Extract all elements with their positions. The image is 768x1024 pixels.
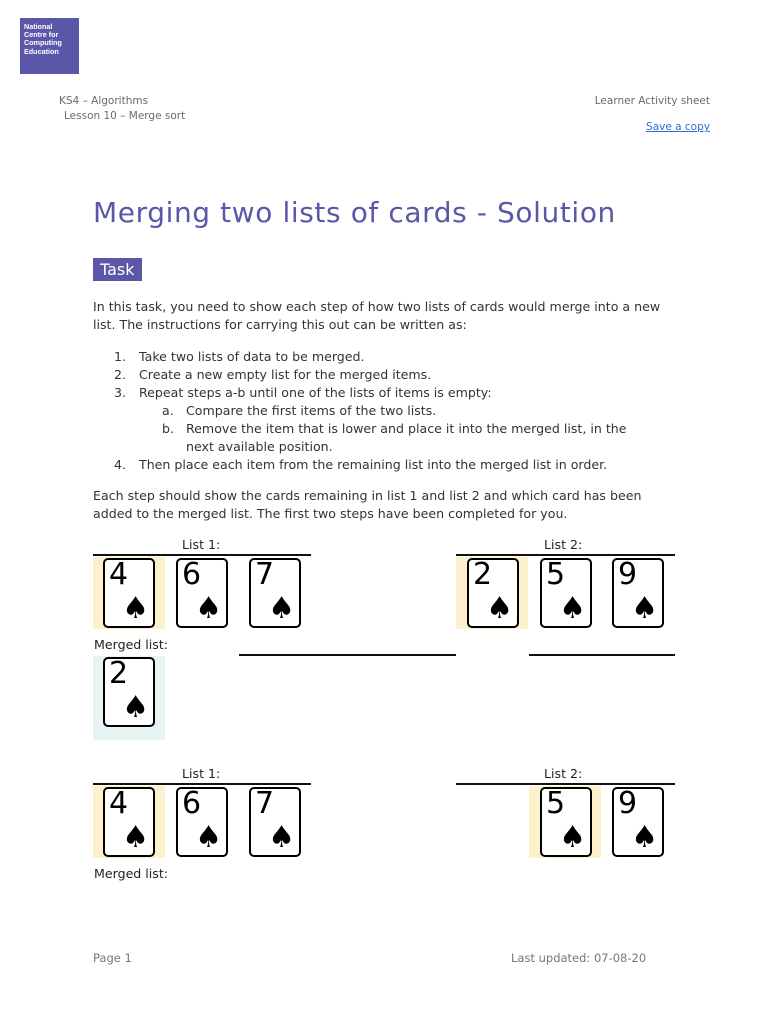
list-item [110, 384, 690, 402]
list-item [110, 420, 650, 456]
step-number: b. [162, 421, 174, 436]
intro-paragraph: In this task, you need to show each step of how two lists of cards would merge into a new list. The instructions for carrying this out can be written as: [93, 299, 661, 332]
card-rank: 5 [546, 557, 566, 592]
spade-icon: ♠ [486, 591, 513, 626]
spade-icon: ♠ [631, 820, 658, 855]
merged-line [239, 654, 456, 656]
list-item [110, 402, 690, 420]
step-number: 3. [114, 385, 127, 400]
playing-card [103, 657, 155, 727]
sheet-type-label: Learner Activity sheet [594, 95, 710, 107]
step-text: Create a new empty list for the merged items. [139, 367, 432, 382]
list-item [110, 456, 690, 474]
step-text: Then place each item from the remaining list into the merged list in order. [139, 457, 608, 472]
card-rank: 6 [182, 786, 202, 821]
playing-card [176, 558, 228, 628]
list-item [110, 348, 690, 366]
playing-card [176, 787, 228, 857]
lesson-label: Lesson 10 – Merge sort [64, 110, 186, 122]
playing-card [103, 558, 155, 628]
card-rank: 9 [618, 786, 638, 821]
step-text: Compare the first items of the two lists. [186, 403, 437, 418]
step-number: 2. [114, 367, 127, 382]
playing-card [540, 787, 592, 857]
playing-card [540, 558, 592, 628]
logo-line: National [24, 22, 53, 31]
spade-icon: ♠ [268, 820, 295, 855]
list2-line [456, 554, 675, 556]
spade-icon: ♠ [195, 820, 222, 855]
spade-icon: ♠ [195, 591, 222, 626]
unit-label: KS4 – Algorithms [59, 95, 149, 107]
spade-icon: ♠ [268, 591, 295, 626]
card-rank: 4 [109, 557, 129, 592]
card-rank: 7 [255, 557, 275, 592]
card-rank: 5 [546, 786, 566, 821]
ncce-logo [20, 18, 79, 74]
step-text: Repeat steps a-b until one of the lists of items is empty: [139, 385, 492, 400]
playing-card [612, 558, 664, 628]
merged-line [529, 654, 675, 656]
step-text: Take two lists of data to be merged. [139, 349, 365, 364]
card-rank: 4 [109, 786, 129, 821]
save-copy-link[interactable]: Save a copy [646, 121, 710, 133]
playing-card [249, 787, 301, 857]
playing-card [103, 787, 155, 857]
card-rank: 9 [618, 557, 638, 592]
list1-line [93, 783, 311, 785]
instructions-list [110, 348, 690, 474]
list1-label: List 1: [182, 766, 221, 781]
list2-label: List 2: [544, 537, 583, 552]
list1-label: List 1: [182, 537, 221, 552]
logo-line: Education [24, 46, 59, 56]
last-updated: Last updated: 07-08-20 [511, 951, 647, 965]
spade-icon: ♠ [559, 591, 586, 626]
task-heading: Task [93, 258, 142, 281]
card-rank: 6 [182, 557, 202, 592]
card-rank: 7 [255, 786, 275, 821]
card-rank: 2 [109, 656, 129, 691]
list2-line [456, 783, 675, 785]
logo-line: Centre for [24, 30, 59, 40]
spade-icon: ♠ [122, 820, 149, 855]
playing-card [467, 558, 519, 628]
logo-line: Computing [24, 38, 62, 48]
list2-label: List 2: [544, 766, 583, 781]
page-title: Merging two lists of cards - Solution [93, 196, 616, 229]
playing-card [612, 787, 664, 857]
playing-card [249, 558, 301, 628]
step-number: 4. [114, 457, 127, 472]
list1-line [93, 554, 311, 556]
card-rank: 2 [473, 557, 493, 592]
outro-paragraph: Each step should show the cards remaining in list 1 and list 2 and which card has been added to the merged list. The first two steps have been completed for you. [93, 488, 642, 521]
list-item [110, 366, 690, 384]
spade-icon: ♠ [122, 591, 149, 626]
step-number: a. [162, 403, 174, 418]
step-text: Remove the item that is lower and place it into the merged list, in the next available position. [186, 421, 627, 454]
step-number: 1. [114, 349, 127, 364]
spade-icon: ♠ [559, 820, 586, 855]
page-number: Page 1 [93, 951, 132, 965]
spade-icon: ♠ [631, 591, 658, 626]
merged-list-label: Merged list: [94, 866, 169, 881]
merged-list-label: Merged list: [94, 637, 169, 652]
spade-icon: ♠ [122, 690, 149, 725]
